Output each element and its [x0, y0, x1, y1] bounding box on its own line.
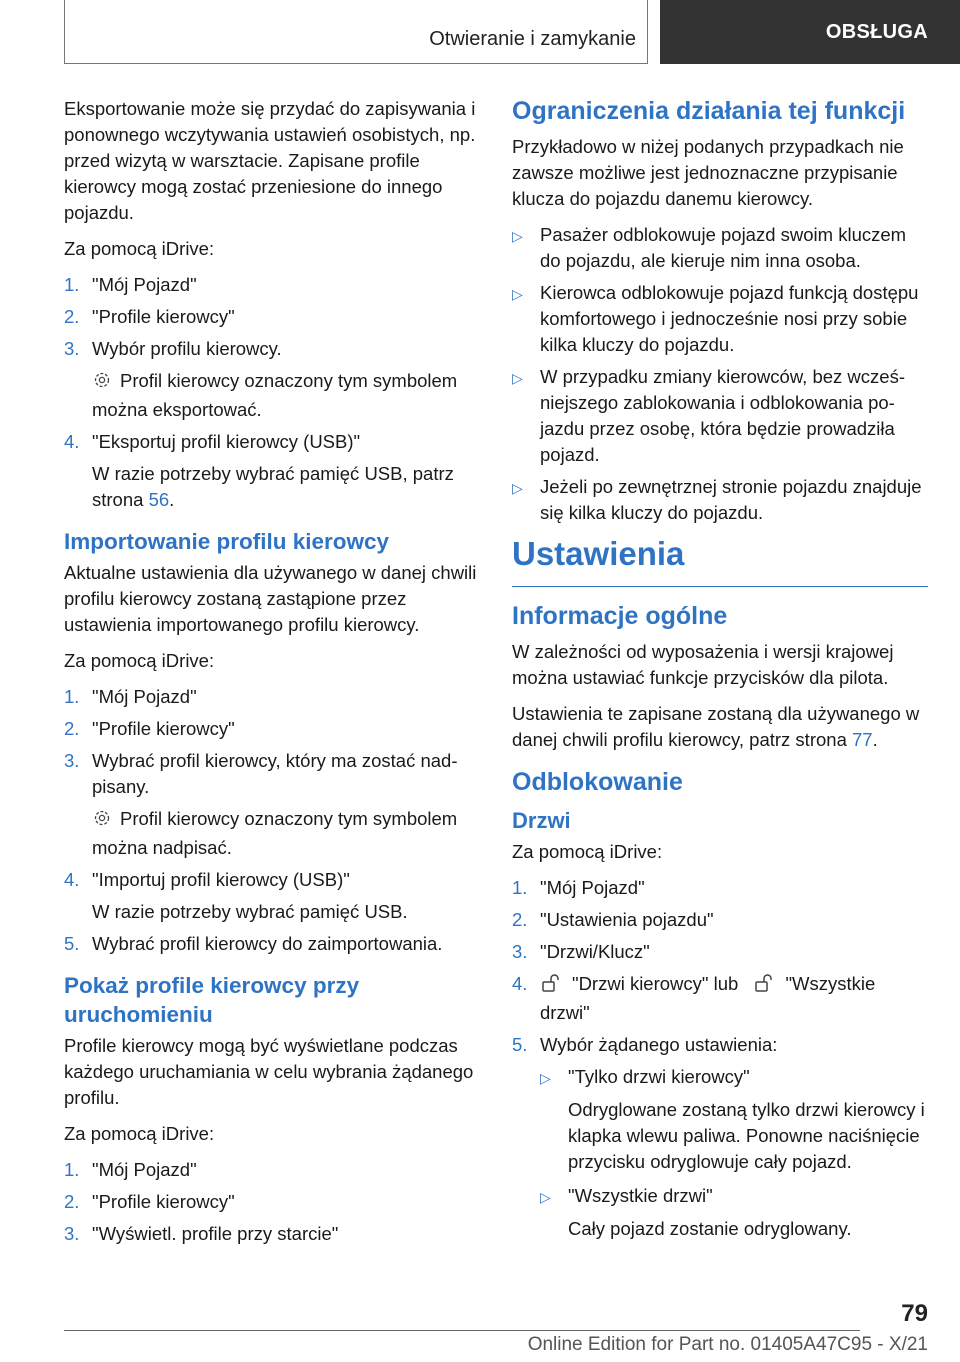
list-item: ▷ "Tylko drzwi kierowcy"	[540, 1064, 928, 1091]
triangle-bullet-icon: ▷	[540, 1189, 551, 1205]
list-item: ▷ Pasażer odblokowuje pojazd swoim kluczem do pojazdu, ale kieruje nim inna osoba.	[512, 222, 928, 274]
list-item: 2. "Profile kierowcy"	[64, 1191, 235, 1212]
note: Profil kierowcy oznaczony tym symbolem można nadpisać.	[92, 808, 458, 858]
page-number: 79	[901, 1300, 928, 1327]
sub-option-text: Cały pojazd zostanie odryglowany.	[568, 1218, 852, 1239]
page-link[interactable]: 77	[852, 729, 873, 750]
heading-unlock: Odblokowanie	[512, 768, 683, 796]
right-column	[512, 96, 928, 1250]
triangle-bullet-icon: ▷	[512, 370, 523, 386]
sub-options	[540, 1064, 928, 1091]
section-tab: OBSŁUGA	[660, 0, 960, 64]
general-paragraph: W zależności od wyposażenia i wersji krajowej można ustawiać funkcje przycisków dla pilota.	[512, 641, 894, 688]
list-item: ▷ Kierowca odblokowuje pojazd funkcją dostępu komfortowego i jednocześnie nosi przy sobie kilka kluczy do pojazdu.	[512, 280, 928, 358]
sub-options	[540, 1183, 928, 1210]
list-item: ▷ W przypadku zmiany kierowców, bez wcześniejszego zablokowania i odblokowania pojazdu przez osobę, która będzie prowadziła pojazd.	[512, 364, 928, 468]
list-item: 2. "Profile kierowcy"	[64, 718, 235, 739]
show-paragraph: Profile kierowcy mogą być wyświetlane podczas każdego uruchamiania w celu wybrania żądanego profilu.	[64, 1035, 474, 1108]
idrive-label: Za pomocą iDrive:	[512, 841, 663, 862]
heading-settings: Ustawienia	[512, 532, 928, 587]
page-link[interactable]: 56	[148, 489, 170, 510]
limits-paragraph: Przykładowo w niżej podanych przypadkach nie zawsze możliwe jest jednoznaczne przypisanie klucza do pojazdu danemu kierowcy.	[512, 136, 904, 209]
list-item: 4. "Drzwi kierowcy" lub "Wszystkie drzwi"	[512, 973, 876, 1023]
chapter-title: Otwieranie i zamykanie	[429, 28, 636, 50]
unlock-icon	[753, 973, 777, 1000]
heading-limits: Ograniczenia działania tej funkcji	[512, 97, 906, 125]
idrive-label: Za pomocą iDrive:	[64, 650, 215, 671]
list-item: 4. "Importuj profil kierowcy (USB)"	[64, 869, 350, 890]
import-paragraph: Aktualne ustawienia dla używanego w danej chwili profilu kierowcy zostaną zastąpione przez ustawienia importowanego profilu kierowcy.	[64, 562, 477, 635]
note: Profil kierowcy oznaczony tym symbolem można eksportować.	[92, 370, 458, 420]
footer-divider	[64, 1330, 860, 1331]
unlock-icon	[540, 973, 564, 1000]
list-item: ▷ "Wszystkie drzwi"	[540, 1183, 928, 1210]
heading-general: Informacje ogólne	[512, 602, 728, 630]
unlock-steps	[512, 875, 928, 1242]
heading-import: Importowanie profilu kierowcy	[64, 529, 390, 554]
list-item: 1. "Mój Pojazd"	[64, 686, 197, 707]
list-item: 3. "Drzwi/Klucz"	[512, 941, 650, 962]
triangle-bullet-icon: ▷	[512, 286, 523, 302]
left-column	[64, 96, 480, 1253]
heading-show-profiles: Pokaż profile kierowcy przy uruchomieniu	[64, 973, 360, 1027]
limits-bullets	[512, 222, 928, 526]
list-item: 1. "Mój Pojazd"	[512, 877, 645, 898]
footer-edition: Online Edition for Part no. 01405A47C95 - X/21	[527, 1334, 928, 1355]
list-item: ▷ Jeżeli po zewnętrznej stronie pojazdu znajduje się kilka kluczy do pojazdu.	[512, 474, 928, 526]
show-steps	[64, 1157, 480, 1247]
list-item: 2. "Profile kierowcy"	[64, 306, 235, 327]
intro-paragraph: Eksportowanie może się przydać do zapisywania i ponownego wczytywania ustawień osobistych, np. przed wizytą w warsztacie. Zapisane profile kierowcy mogą zostać przeniesione do innego pojazdu.	[64, 98, 476, 223]
list-item: 2. "Ustawienia pojazdu"	[512, 909, 714, 930]
triangle-bullet-icon: ▷	[512, 480, 523, 496]
note: W razie potrzeby wybrać pamięć USB.	[92, 901, 408, 922]
triangle-bullet-icon: ▷	[512, 228, 523, 244]
list-item: 1. "Mój Pojazd"	[64, 1159, 197, 1180]
heading-doors: Drzwi	[512, 808, 571, 833]
idrive-label: Za pomocą iDrive:	[64, 1123, 215, 1144]
list-item: 5. Wybrać profil kierowcy do zaimportowania.	[64, 933, 443, 954]
sub-option-text: Odryglowane zostaną tylko drzwi kierowcy i klapka wlewu paliwa. Ponowne naciśnięcie przycisku odryglowuje cały pojazd.	[568, 1099, 925, 1172]
gear-icon	[92, 808, 112, 835]
idrive-label: Za pomocą iDrive:	[64, 238, 215, 259]
triangle-bullet-icon: ▷	[540, 1070, 551, 1086]
gear-icon	[92, 370, 112, 397]
list-item: 5. Wybór żądanego ustawienia:	[512, 1034, 778, 1055]
list-item: 1. "Mój Pojazd"	[64, 274, 197, 295]
list-item: 3. Wybrać profil kierowcy, który ma zostać nadpisany.	[64, 750, 458, 797]
general-paragraph-2: Ustawienia te zapisane zostaną dla używanego w danej chwili profilu kierowcy, patrz strona 77.	[512, 703, 920, 750]
list-item: 4. "Eksportuj profil kierowcy (USB)"	[64, 431, 361, 452]
note: W razie potrzeby wybrać pamięć USB, patrz strona 56.	[92, 463, 454, 510]
export-steps	[64, 272, 480, 513]
list-item: 3. "Wyświetl. profile przy starcie"	[64, 1223, 339, 1244]
list-item: 3. Wybór profilu kierowcy.	[64, 338, 282, 359]
import-steps	[64, 684, 480, 957]
